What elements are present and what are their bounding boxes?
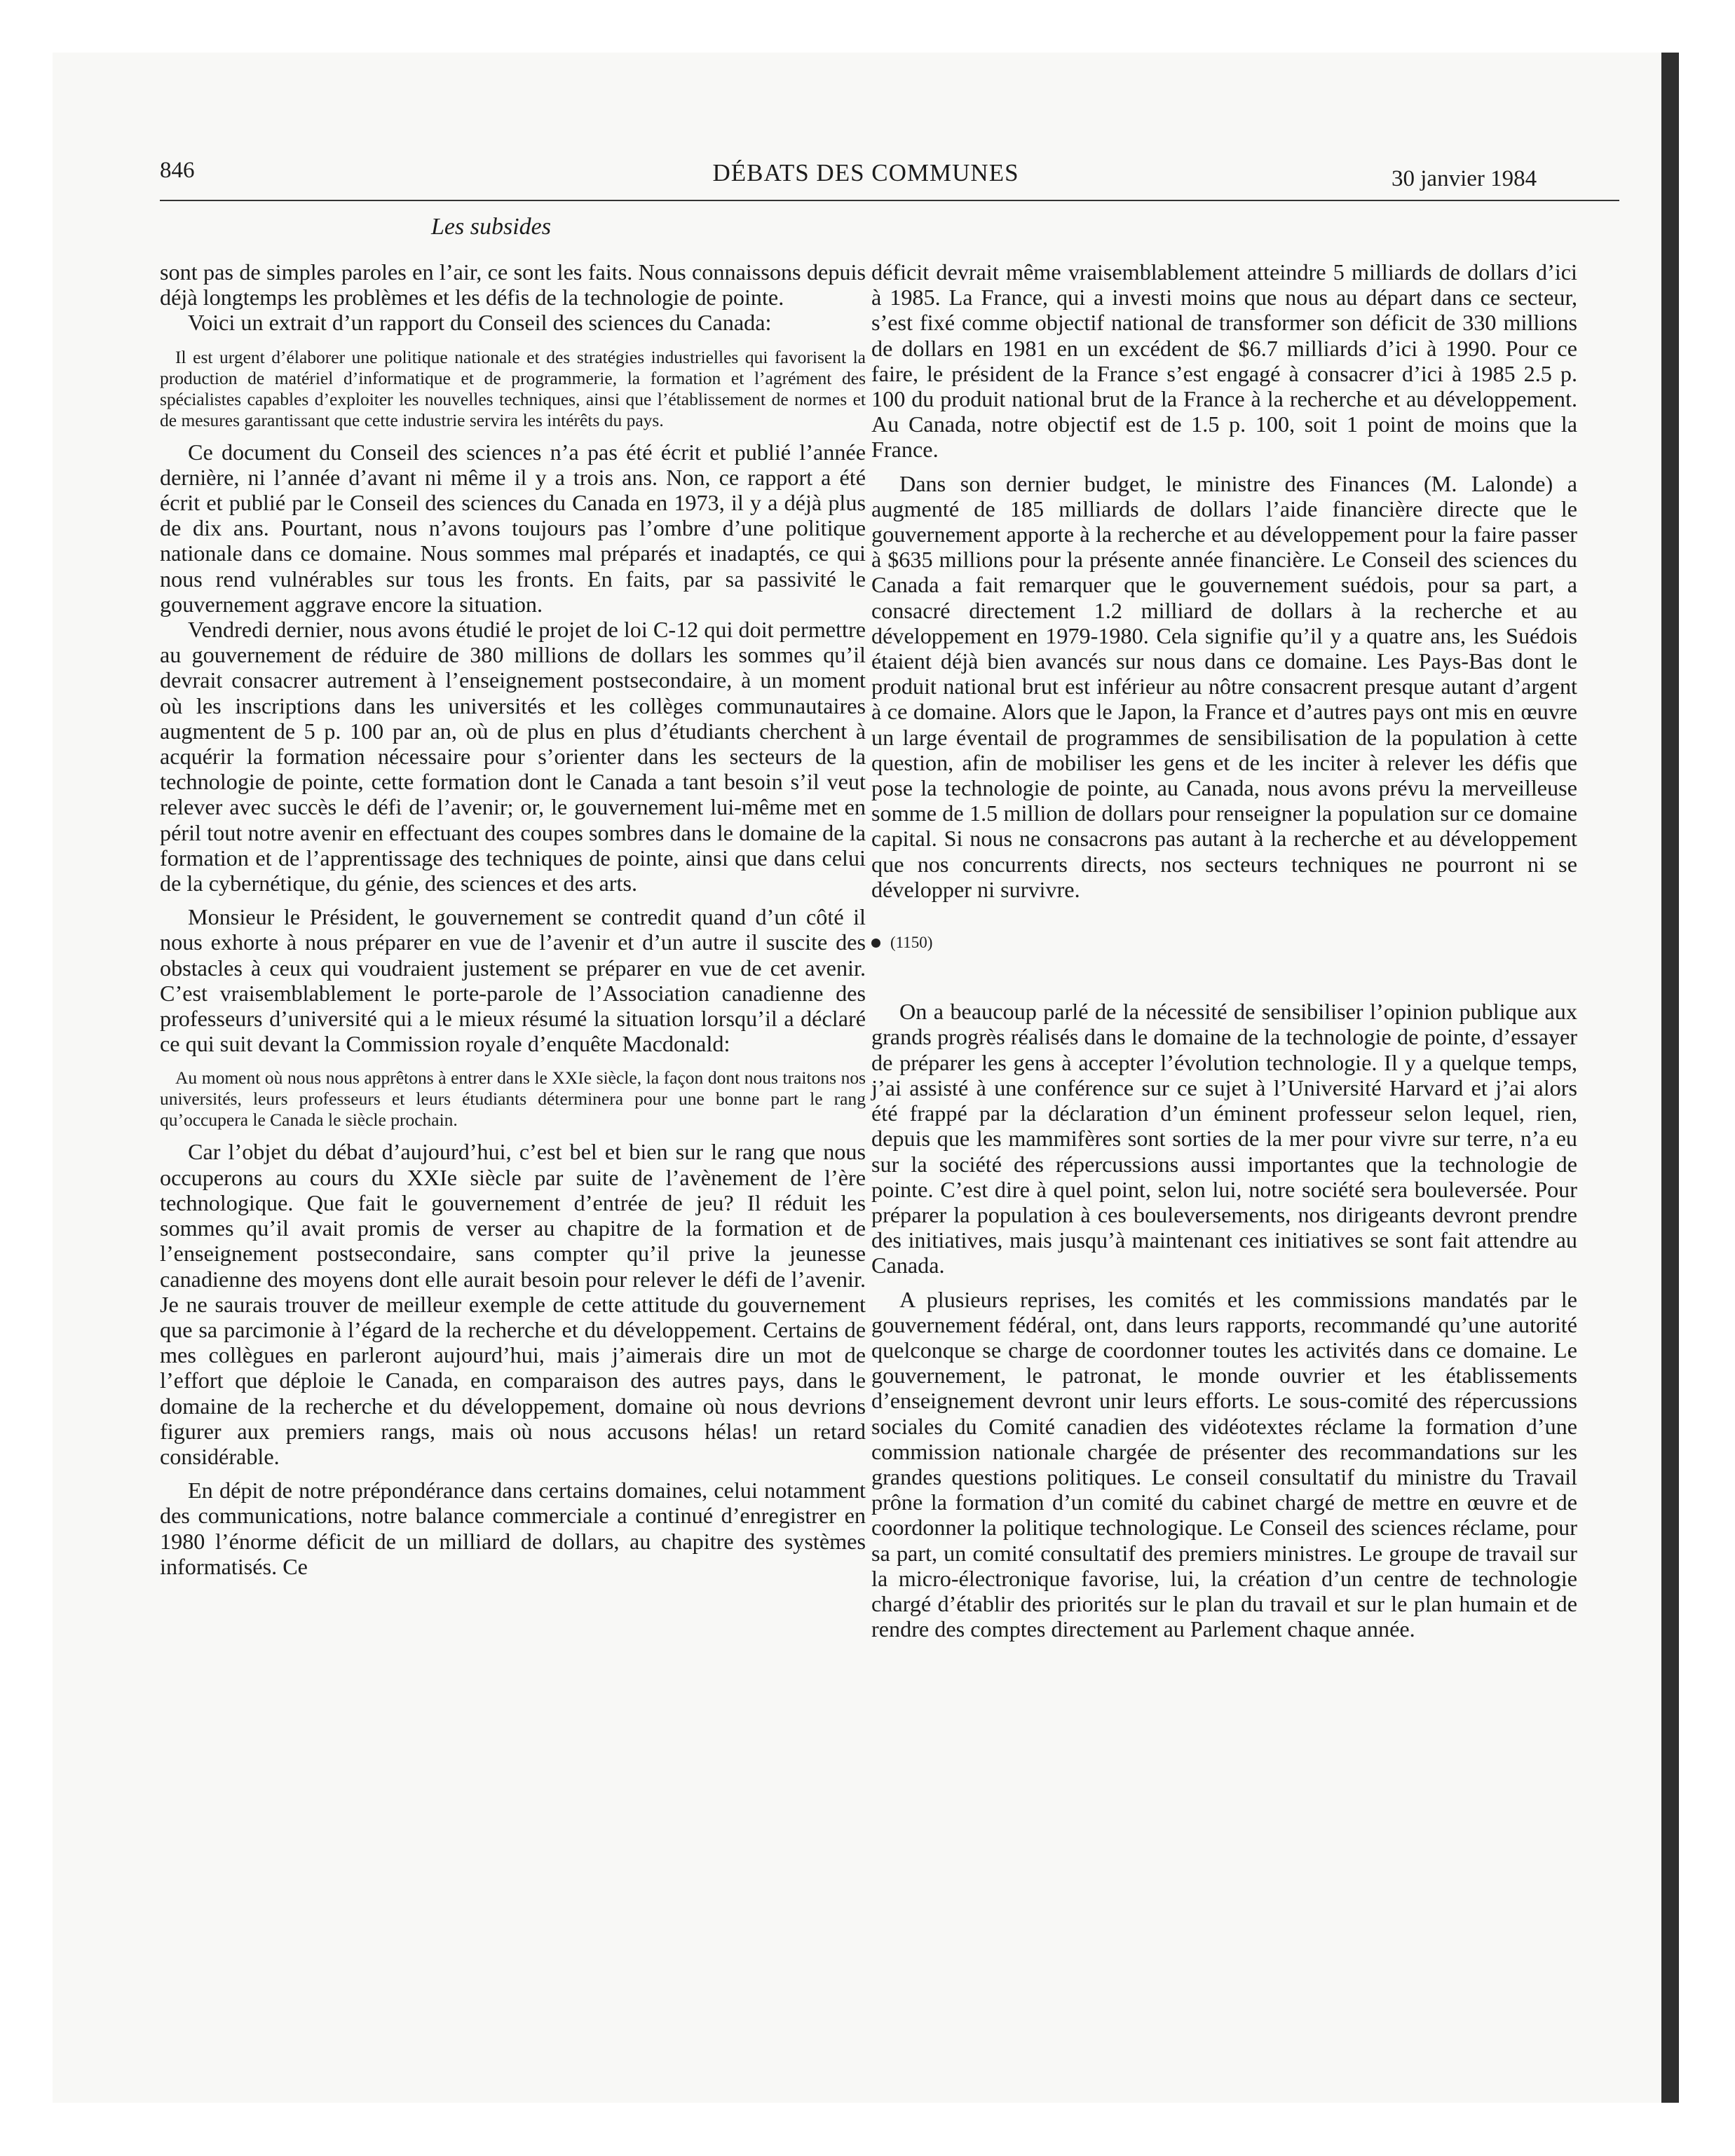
publication-date: 30 janvier 1984	[1392, 166, 1537, 191]
section-subheading: Les subsides	[431, 214, 551, 240]
paragraph: On a beaucoup parlé de la nécessité de sensibiliser l’opinion publique aux grands progrès réalisés dans le domaine de la technologie de pointe, d’essayer de préparer les gens à accepter l’évolution technologie. Il y a quelque temps, j’ai assisté à une conférence sur ce sujet à l’Université Harvard et j’ai alors été frappé par la déclaration d’un éminent professeur selon lequel, rien, depuis que les mammifères sont sorties de la mer pour vivre sur terre, n’a eu sur la société des répercussions aussi importantes que la technologie de pointe. C’est dire à quel point, selon lui, notre société sera bouleversée. Pour préparer la population à ces bouleversements, nos dirigeants devront prendre des initiatives, mais jusqu’à maintenant ces initiatives se sont fait attendre au Canada.	[871, 999, 1577, 1278]
paragraph: Ce document du Conseil des sciences n’a pas été écrit et publié l’année dernière, ni l’année d’avant ni même il y a trois ans. Non, ce rapport a été écrit et publié par le Conseil des sciences du Canada en 1973, il y a déjà plus de dix ans. Pourtant, nous n’avons toujours pas l’ombre d’une politique nationale dans ce domaine. Nous sommes mal préparés et inadaptés, ce qui nous rend vulnérables sur tous les fronts. En faits, par sa passivité le gouvernement aggrave encore la situation.	[160, 439, 866, 617]
page-number: 846	[160, 158, 195, 183]
publication-title: DÉBATS DES COMMUNES	[712, 159, 1019, 186]
paragraph: sont pas de simples paroles en l’air, ce sont les faits. Nous connaissons depuis déjà longtemps les problèmes et les défis de la technologie de pointe.	[160, 259, 866, 311]
time-marker-label: (1150)	[890, 934, 933, 952]
paragraph: Vendredi dernier, nous avons étudié le projet de loi C-12 qui doit permettre au gouvernement de réduire de 380 millions de dollars les sommes qu’il devrait consacrer autrement à l’enseignement postsecondaire, à un moment où les inscriptions dans les universités et les collèges communautaires augmentent de 5 p. 100 par an, où de plus en plus d’étudiants cherchent à acquérir la formation nécessaire pour s’orienter dans les secteurs de la technologie de pointe, cette formation dont le Canada a tant besoin s’il veut relever avec succès le défi de l’avenir; or, le gouvernement lui-même met en péril tout notre avenir en effectuant des coupes sombres dans le domaine de la formation et de l’apprentissage des techniques de pointe, ainsi que dans celui de la cybernétique, du génie, des sciences et des arts.	[160, 617, 866, 896]
block-quote: Au moment où nous nous apprêtons à entrer dans le XXIe siècle, la façon dont nous traitons nos universités, leurs professeurs et leurs étudiants déterminera pour une bonne part le rang qu’occupera le Canada le siècle prochain.	[160, 1067, 866, 1131]
right-column	[871, 259, 1577, 1642]
paragraph: Car l’objet du débat d’aujourd’hui, c’est bel et bien sur le rang que nous occuperons au cours du XXIe siècle par suite de l’avènement de l’ère technologique. Que fait le gouvernement d’entrée de jeu? Il réduit les sommes qu’il avait promis de verser au chapitre de la formation et de l’enseignement postsecondaire, sans compter qu’il prive la jeunesse canadienne des moyens dont elle aurait besoin pour relever le défi de l’avenir. Je ne saurais trouver de meilleur exemple de cette attitude du gouvernement que sa parcimonie à l’égard de la recherche et du développement. Certains de mes collègues en parleront aujourd’hui, mais j’aimerais dire un mot de l’effort que déploie le Canada, en comparaison des autres pays, dans le domaine de la recherche et du développement, domaine où nous devrions figurer aux premiers rangs, mais où nous accusons hélas! un retard considérable.	[160, 1139, 866, 1469]
paragraph: En dépit de notre prépondérance dans certains domaines, celui notamment des communications, notre balance commerciale a continué d’enregistrer en 1980 l’énorme déficit de un milliard de dollars, au chapitre des systèmes informatisés. Ce	[160, 1478, 866, 1579]
paragraph: A plusieurs reprises, les comités et les commissions mandatés par le gouvernement fédéral, ont, dans leurs rapports, recommandé qu’une autorité quelconque se charge de coordonner toutes les activités dans ce domaine. Le gouvernement, le patronat, le monde ouvrier et les établissements d’enseignement devront unir leurs efforts. Le sous-comité des répercussions sociales du Comité canadien des vidéotextes réclame la formation d’une commission nationale chargée de présenter des recommandations sur les grandes questions politiques. Le conseil consultatif du ministre du Travail prône la formation d’un comité du cabinet chargé de mettre en œuvre et de coordonner la politique technologique. Le Conseil des sciences réclame, pour sa part, un comité consultatif des premiers ministres. Le groupe de travail sur la micro-électronique favorise, lui, la création d’un centre de technologie chargé d’établir des priorités sur le plan du travail et sur le plan humain et de rendre des comptes directement au Parlement chaque année.	[871, 1286, 1577, 1642]
paragraph: Dans son dernier budget, le ministre des Finances (M. Lalonde) a augmenté de 185 milliards de dollars l’aide financière directe que le gouvernement apporte à la recherche et au développement pour la faire passer à $635 millions pour la présente année financière. Le Conseil des sciences du Canada a fait remarquer que le gouvernement suédois, pour sa part, a consacré directement 1.2 milliard de dollars à la recherche et au développement en 1979-1980. Cela signifie qu’il y a quatre ans, les Suédois étaient déjà bien avancés sur nous dans ce domaine. Les Pays-Bas dont le produit national brut est inférieur au nôtre consacrent presque autant d’argent à ce domaine. Alors que le Japon, la France et d’autres pays ont mis en œuvre un large éventail de programmes de sensibilisation de la population à cette question, afin de mobiliser les gens et de les inciter à relever les défis que pose la technologie de pointe, au Canada, nous avons prévu la merveilleuse somme de 1.5 million de dollars pour renseigner la population sur ce domaine capital. Si nous ne consacrons pas autant à la recherche et au développement que nos concurrents directs, nos secteurs techniques ne pourront ni se développer ni survivre.	[871, 470, 1577, 902]
block-quote: Il est urgent d’élaborer une politique nationale et des stratégies industrielles qui favorisent la production de matériel d’informatique et de programmerie, la formation et l’agrément des spécialistes capables d’exploiter les nouvelles techniques, ainsi que l’établissement de normes et de mesures garantissant que cette industrie servira les intérêts du pays.	[160, 346, 866, 430]
paragraph: Voici un extrait d’un rapport du Conseil des sciences du Canada:	[188, 310, 772, 336]
header-rule	[160, 200, 1619, 201]
document-page	[53, 53, 1679, 2103]
bullet-icon	[871, 939, 880, 948]
time-marker	[871, 930, 1577, 955]
paragraph: déficit devrait même vraisemblablement atteindre 5 milliards de dollars d’ici à 1985. La France, qui a investi moins que nous au départ dans ce secteur, s’est fixé comme objectif national de transformer son déficit de 330 millions de dollars en 1981 en un excédent de $6.7 milliards d’ici à 1990. Pour ce faire, le président de la France s’est engagé à consacrer d’ici à 1985 2.5 p. 100 du produit national brut de la France à la recherche et au développement. Au Canada, notre objectif est de 1.5 p. 100, soit 1 point de moins que la France.	[871, 259, 1577, 463]
left-column	[160, 259, 866, 1579]
scan-edge	[1661, 53, 1679, 2103]
paragraph: Monsieur le Président, le gouvernement se contredit quand d’un côté il nous exhorte à nous préparer en vue de l’avenir et d’un autre il suscite des obstacles à ceux qui voudraient justement se préparer en vue de cet avenir. C’est vraisemblablement le porte-parole de l’Association canadienne des professeurs d’université qui a le mieux résumé la situation lorsqu’il a déclaré ce qui suit devant la Commission royale d’enquête Macdonald:	[160, 904, 866, 1057]
